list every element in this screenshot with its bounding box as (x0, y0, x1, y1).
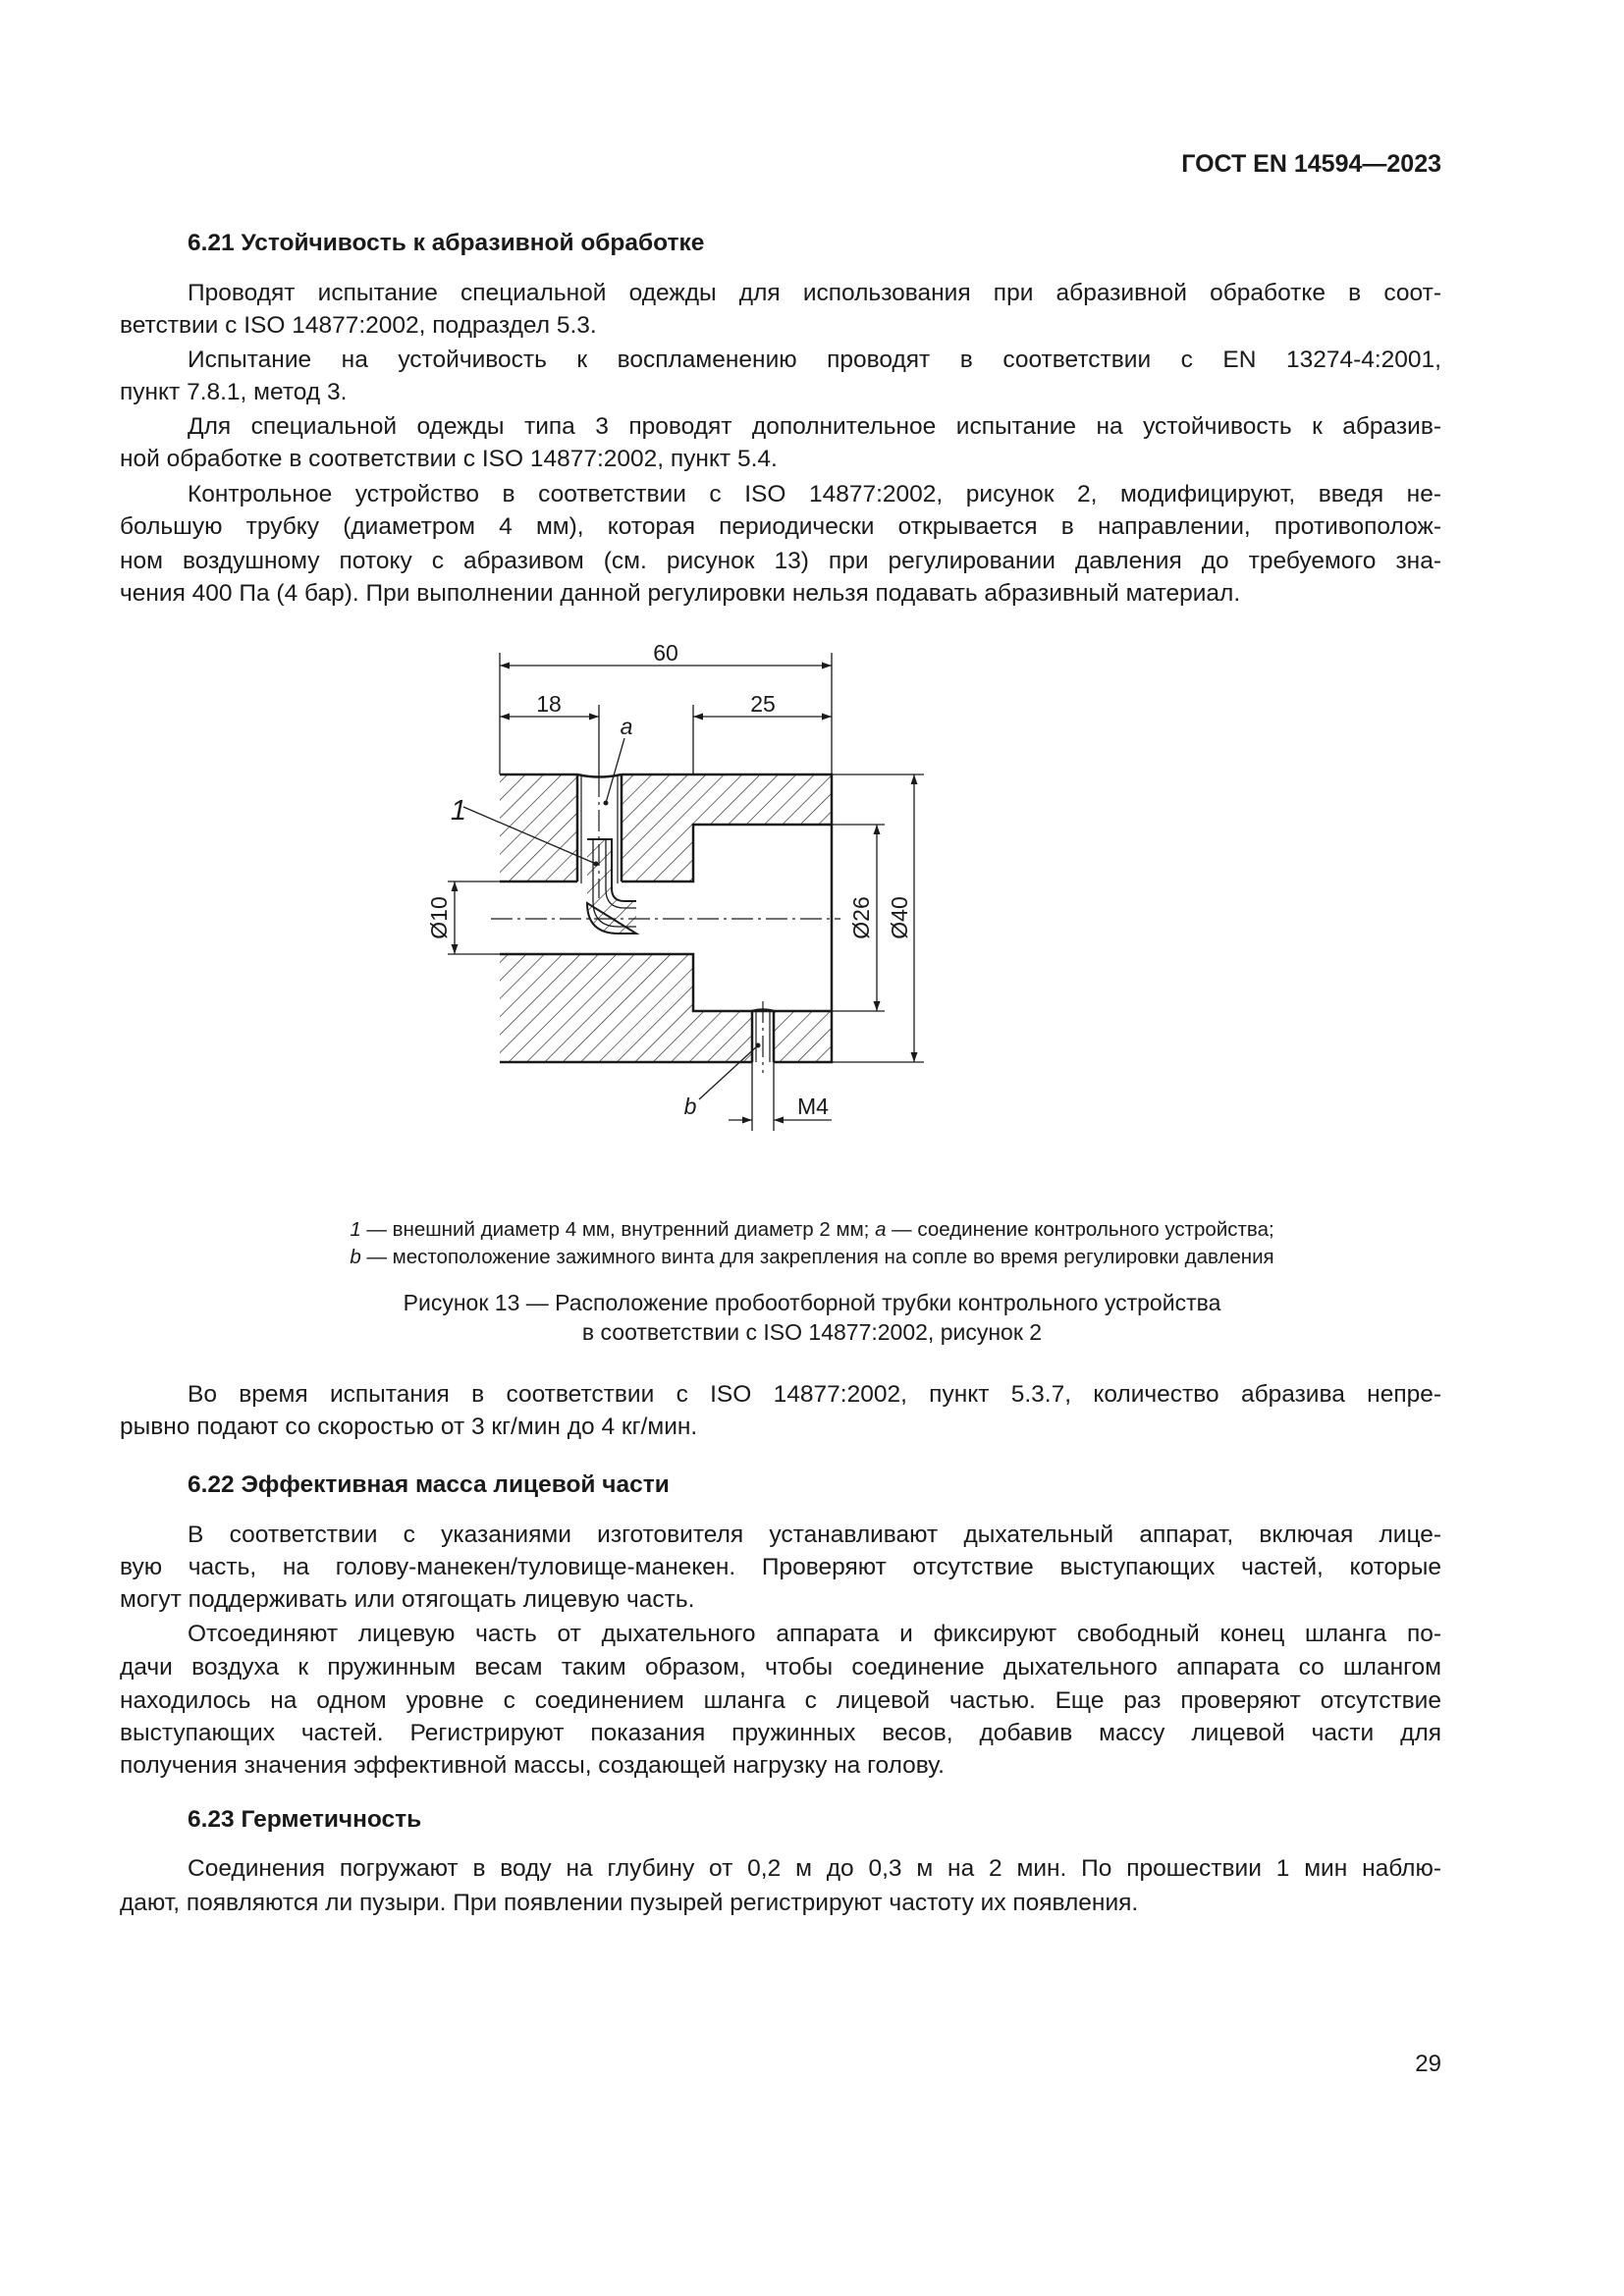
paragraph-line: ной обработке в соответствии с ISO 14877:2002, пункт 5.4. (120, 446, 778, 472)
paragraph-line: Для специальной одежды типа 3 проводят дополнительное испытание на устойчивость к абразив- (188, 413, 1441, 440)
paragraph-line: вую часть, на голову-манекен/туловище-манекен. Проверяют отсутствие выступающих частей, которые (120, 1554, 1441, 1580)
figure-legend-line (0, 1243, 1624, 1272)
paragraph-line: чения 400 Па (4 бар). При выполнении данной регулировки нельзя подавать абразивный материал. (120, 580, 1241, 607)
paragraph-line: могут поддерживать или отягощать лицевую часть. (120, 1586, 695, 1613)
paragraph-line: рывно подают со скоростью от 3 кг/мин до 4 кг/мин. (120, 1414, 698, 1440)
paragraph-line: Проводят испытание специальной одежды для использования при абразивной обработке в соот- (188, 280, 1441, 306)
legend-key: b (350, 1246, 361, 1268)
legend-text: — внешний диаметр 4 мм, внутренний диаметр 2 мм; (360, 1218, 876, 1241)
section-heading-6-22: 6.22 Эффективная масса лицевой части (188, 1471, 670, 1498)
paragraph-line: дачи воздуха к пружинным весам таким образом, чтобы соединение дыхательного аппарата со шлангом (120, 1654, 1441, 1681)
label-a: a (620, 714, 633, 739)
figure-13-drawing (426, 628, 1178, 1178)
figure-legend-line (0, 1215, 1624, 1245)
dim-inner-diameter: Ø26 (848, 896, 874, 939)
figure-title: в соответствии с ISO 14877:2002, рисунок 2 (581, 1319, 1043, 1345)
legend-text: — местоположение зажимного винта для закрепления на сопле во время регулировки давления (360, 1246, 1274, 1268)
paragraph-line: Во время испытания в соответствии с ISO 14877:2002, пункт 5.3.7, количество абразива непре- (188, 1381, 1441, 1408)
label-b: b (683, 1094, 697, 1119)
section-heading-6-23: 6.23 Герметичность (188, 1806, 422, 1833)
legend-key: a (875, 1218, 887, 1241)
paragraph-line: получения значения эффективной массы, создающей нагрузку на голову. (120, 1752, 945, 1779)
paragraph-line: Испытание на устойчивость к воспламенению проводят в соответствии с EN 13274-4:2001, (188, 347, 1441, 373)
legend-key: 1 (350, 1218, 361, 1241)
page-number: 29 (1415, 2051, 1441, 2077)
paragraph-line: находилось на одном уровне с соединением шланга с лицевой частью. Еще раз проверяют отсутствие (120, 1687, 1441, 1714)
dim-right-length: 25 (750, 691, 776, 717)
dim-thread: M4 (797, 1094, 829, 1119)
figure-title: Рисунок 13 — Расположение пробоотборной трубки контрольного устройства (403, 1290, 1221, 1315)
paragraph-line: Соединения погружают в воду на глубину от 0,2 м до 0,3 м на 2 мин. По прошествии 1 мин наблю- (188, 1855, 1441, 1882)
paragraph-line: дают, появляются ли пузыри. При появлении пузырей регистрируют частоту их появления. (120, 1890, 1139, 1916)
dim-outer-diameter: Ø40 (887, 896, 912, 939)
paragraph-line: ном воздушному потоку с абразивом (см. рисунок 13) при регулировании давления до требуемого зна- (120, 548, 1441, 574)
dim-left-length: 18 (536, 691, 562, 717)
document-id-header: ГОСТ EN 14594—2023 (1181, 150, 1441, 178)
section-heading-6-21: 6.21 Устойчивость к абразивной обработке (188, 230, 705, 256)
paragraph-line: выступающих частей. Регистрируют показания пружинных весов, добавив массу лицевой части для (120, 1720, 1441, 1746)
label-tube-1: 1 (450, 795, 467, 827)
paragraph-line: ветствии с ISO 14877:2002, подраздел 5.3. (120, 312, 597, 339)
paragraph-line: Контрольное устройство в соответствии с ISO 14877:2002, рисунок 2, модифицируют, введя не- (188, 481, 1441, 507)
dim-total-length: 60 (653, 640, 678, 666)
dim-bore-diameter: Ø10 (426, 896, 452, 939)
legend-text: — соединение контрольного устройства; (886, 1218, 1274, 1241)
paragraph-line: пункт 7.8.1, метод 3. (120, 379, 348, 405)
paragraph-line: большую трубку (диаметром 4 мм), которая периодически открывается в направлении, противополож- (120, 513, 1441, 540)
paragraph-line: В соответствии с указаниями изготовителя устанавливают дыхательный аппарат, включая лице- (188, 1522, 1441, 1548)
paragraph-line: Отсоединяют лицевую часть от дыхательного аппарата и фиксируют свободный конец шланга по- (188, 1621, 1441, 1647)
